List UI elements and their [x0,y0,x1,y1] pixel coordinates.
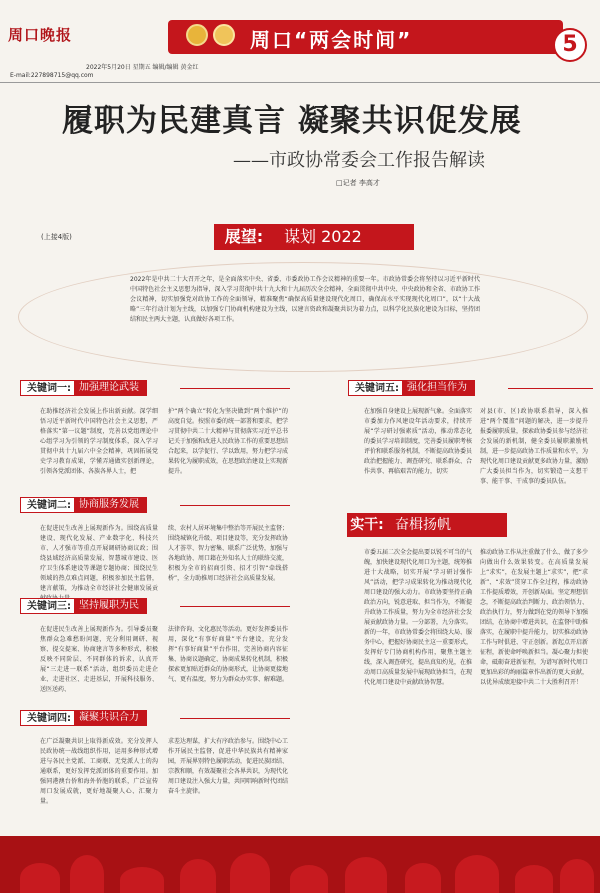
national-emblem-icon [186,24,208,46]
article-headline: 履职为民建真言 凝聚共识促发展 [62,103,522,139]
keyword-title: 加强理论武装 [75,380,147,396]
decorative-crowd-silhouette [0,836,600,893]
section-outlook-title: 谋划 2022 [274,224,414,250]
cppcc-emblem-icon [213,24,235,46]
keyword-label: 关键词三: [20,598,75,614]
section-action-label: 实干: [347,513,387,537]
keyword-rule [180,606,290,607]
action-text-b: 推动政协工作从注重做了什么、做了多少向做出什么效果转变。在高质量发展上“求实”，在发展主题上“求实”，把“求新”、“求效”贯穿工作全过程，推动政协工作提质增效，开创新局面。坚定理想信念，不断提高政治判断力、政治领悟力、政治执行力，努力做到在党的领导下加强团结，在协商中增进共识，在监督中助推落实，在履职中提升能力，切实推动政协工作与时俱进、守正创新。新起点开启新征程，新使命呼唤新担当。凝心聚力担使命，砥砺奋进新征程，为谱写新时代周口更加出彩的绚丽篇章作出新的更大贡献，以优异成绩迎接中共二十大胜利召开！ [480,549,589,686]
keyword-5-text-b: 对县(市、区)政协联系指导，深入推进“两个覆盖”问题的解决，进一步提升报委履职质量，探索政协委员参与经济社会发展的新机制，健全委员履职激励机制，进一步提高政协工作质量和水平，为现代化周口建设贡献更多政协力量，激励广大委员担当作为，切实锻造一支想干事、能干事、干成事的委员队伍。 [480,408,589,485]
masthead [0,0,600,60]
keyword-rule [180,388,290,389]
keyword-rule [508,388,593,389]
keyword-3-text-a: 在促进民生改善上展现新作为。引导委员聚焦群众急难愁盼问题，充分利用调研、视察、提交提案、协商建言等多种形式，积极反映不同阶层、不同群体的诉求，认真开展“三走进一联系”活动，组织委员走进企业、走进社区、走进基层，开展科技服务、送医送药、 [40,626,158,693]
column-title: 周口“两会时间” [250,28,413,52]
page-number: 5 [553,28,587,62]
keyword-1-text-a: 在助推经济社会发展上作出新贡献。深学细悟习近平新时代中国特色社会主义思想，严格落实“第一议题”制度，完善以党组理论中心组学习为引领的学习制度体系，深入学习贯彻中共十九届六中全会精神，巩固拓展党史学习教育成果，学懂弄通做实创新理论，引领各党派团体、各族各界人士，把 [40,408,158,475]
keyword-label: 关键词二: [20,497,75,513]
keyword-4-text-b: 求差达理谋，扩大有序政治参与。围绕中心工作开展民主监督，促进中华民族共有精神家园，开展界别特色履职活动，促进民族团结、宗教和顺，有效凝聚社会各界共识，为现代化周口建设注入强大力量，共同唱响新时代团结奋斗主旋律。 [168,738,289,795]
keyword-label: 关键词一: [20,380,75,396]
keyword-label: 关键词四: [20,710,75,726]
keyword-3-text-b: 法律咨询、文化惠民等活动。更好发挥委员作用，深化“有事好商量”平台建设，充分发挥“有事好商量”平台作用，完善协商内容征集、协商议题确定、协商成果转化机制，积极探索更加贴近群众的协商形式，让协商更接地气、更有温度，努力为群众办实事、解难题。 [168,626,289,683]
byline: □记者 李高才 [336,179,380,187]
keyword-4-text-a: 在广泛凝聚共识上取得新成效。充分发挥人民政协统一战线组织作用，运用多种形式增进与各民主党派、工商联、无党派人士的沟通联系，更好发挥党派团体的重要作用。加强同港澳台侨和海外侨胞的联系，广泛宣传周口发展成就，更好地凝聚人心、汇聚力量。 [40,738,158,805]
keyword-title: 强化担当作为 [403,380,475,396]
keyword-title: 协商服务发展 [75,497,147,513]
keyword-rule [180,718,290,719]
keyword-2-text-b: 续、农村人居环境集中整治等开展民主监督；围绕城镇化升级、项目建设等，充分发挥政协人才荟萃、智力密集、联系广泛优势，加强与各地政协、周口籍在外知名人士的联络交流，积极为全市的招商引资、招才引智“牵线搭桥”，全力助推周口经济社会高质量发展。 [168,525,289,582]
keyword-2-text-a: 在促进民生改善上展现新作为。围绕高质量建设、现代化发展、产业数字化、科技兴市、人才强市等重点开展调研协商议政；围绕县域经济高质量发展、智慧城市建设、医疗卫生体系建设等课题专题协商；围绕民生领域的热点难点问题，积极参加民主监督，建言献策，为推动全市经济社会健康发展贡 [40,525,158,592]
keyword-title: 坚持履职为民 [75,598,147,614]
keyword-5-text-a: 在加强自身建设上展现新气象。全面落实市委加力作风建设年活动要求，持续开展“学习研讨强素质”活动，推动常态化的委员学习培训制度，完善委员履职考核评价和联系服务机制，不断提高政协委员政治把握能力、调查研究、联系群众、合作共事、再临艰苦的能力，切实 [364,408,473,475]
keyword-label: 关键词五: [348,380,403,396]
section-action-title: 奋楫扬帆 [387,513,507,537]
newspaper-logo: 周口晚报 [8,26,73,44]
continued-note: (上接4版) [41,233,72,241]
keyword-rule [180,505,290,506]
keyword-1-text-b: 护“两个确立”转化为坚决做到“两个维护”的高度自觉。按照市委的统一部署和要求，把学习贯彻中共二十大精神与贯彻落实习近平总书记关于加强和改进人民政协工作的重要思想结合起来，以学促行、学以致用，努力把学习成果转化为履职成效，在思想政治建设上实现新提升。 [168,408,289,475]
dateline: 2022年5月20日 星期五 编辑/编辑 黄金红 [86,64,199,71]
keyword-title: 凝聚共识合力 [75,710,147,726]
intro-paragraph: 2022年是中共二十大召开之年，是全面落实中央、省委、市委政协工作会议精神的重要一年。市政协常委会将坚持以习近平新时代中国特色社会主义思想为指导，深入学习贯彻中共十九大和十九届历次全会精神，全面贯彻中共中央、中央政协和全省、市政协工作会议精神，切实加强党对政协工作的全面领导，精准聚焦“确保高质量建设现代化周口，确保高水平实现现代化周口”，以“十大战略”三年行动计划为主线，以加强专门协商机构建设为主线，以建言资政和凝聚共识为着力点，以科学化民族化建设为目标，坚持团结和民主两大主题，认真做好各项工作。 [130,276,480,323]
contact-email: E-mail:227898715@qq.com [10,72,94,79]
header-divider [0,82,600,83]
action-text-a: 市委五届二次全会提出要以锐不可当的气魄，加快建设现代化周口为主题，统筹推进十大战略，切实开展“学习研讨强作风”活动，把学习成果转化为推动现代化周口建设的强大动力。市政协要坚持正确政治方向，锐意进取、担当作为，不断提升政协工作质量，努力为全市经济社会发展贡献政协力量。一分部署，九分落实。新的一年，市政协常委会将围绕大局、服务中心，把握好协商民主这一重要形式，发挥好专门协商机构作用，聚焦主题主线，深入调查研究，提出真知灼见，在推动周口高质量发展中展现政协担当，在现代化周口建设中贡献政协智慧。 [364,549,473,686]
article-subheadline: ——市政协常委会工作报告解读 [233,150,485,171]
section-outlook-label: 展望: [214,224,274,250]
